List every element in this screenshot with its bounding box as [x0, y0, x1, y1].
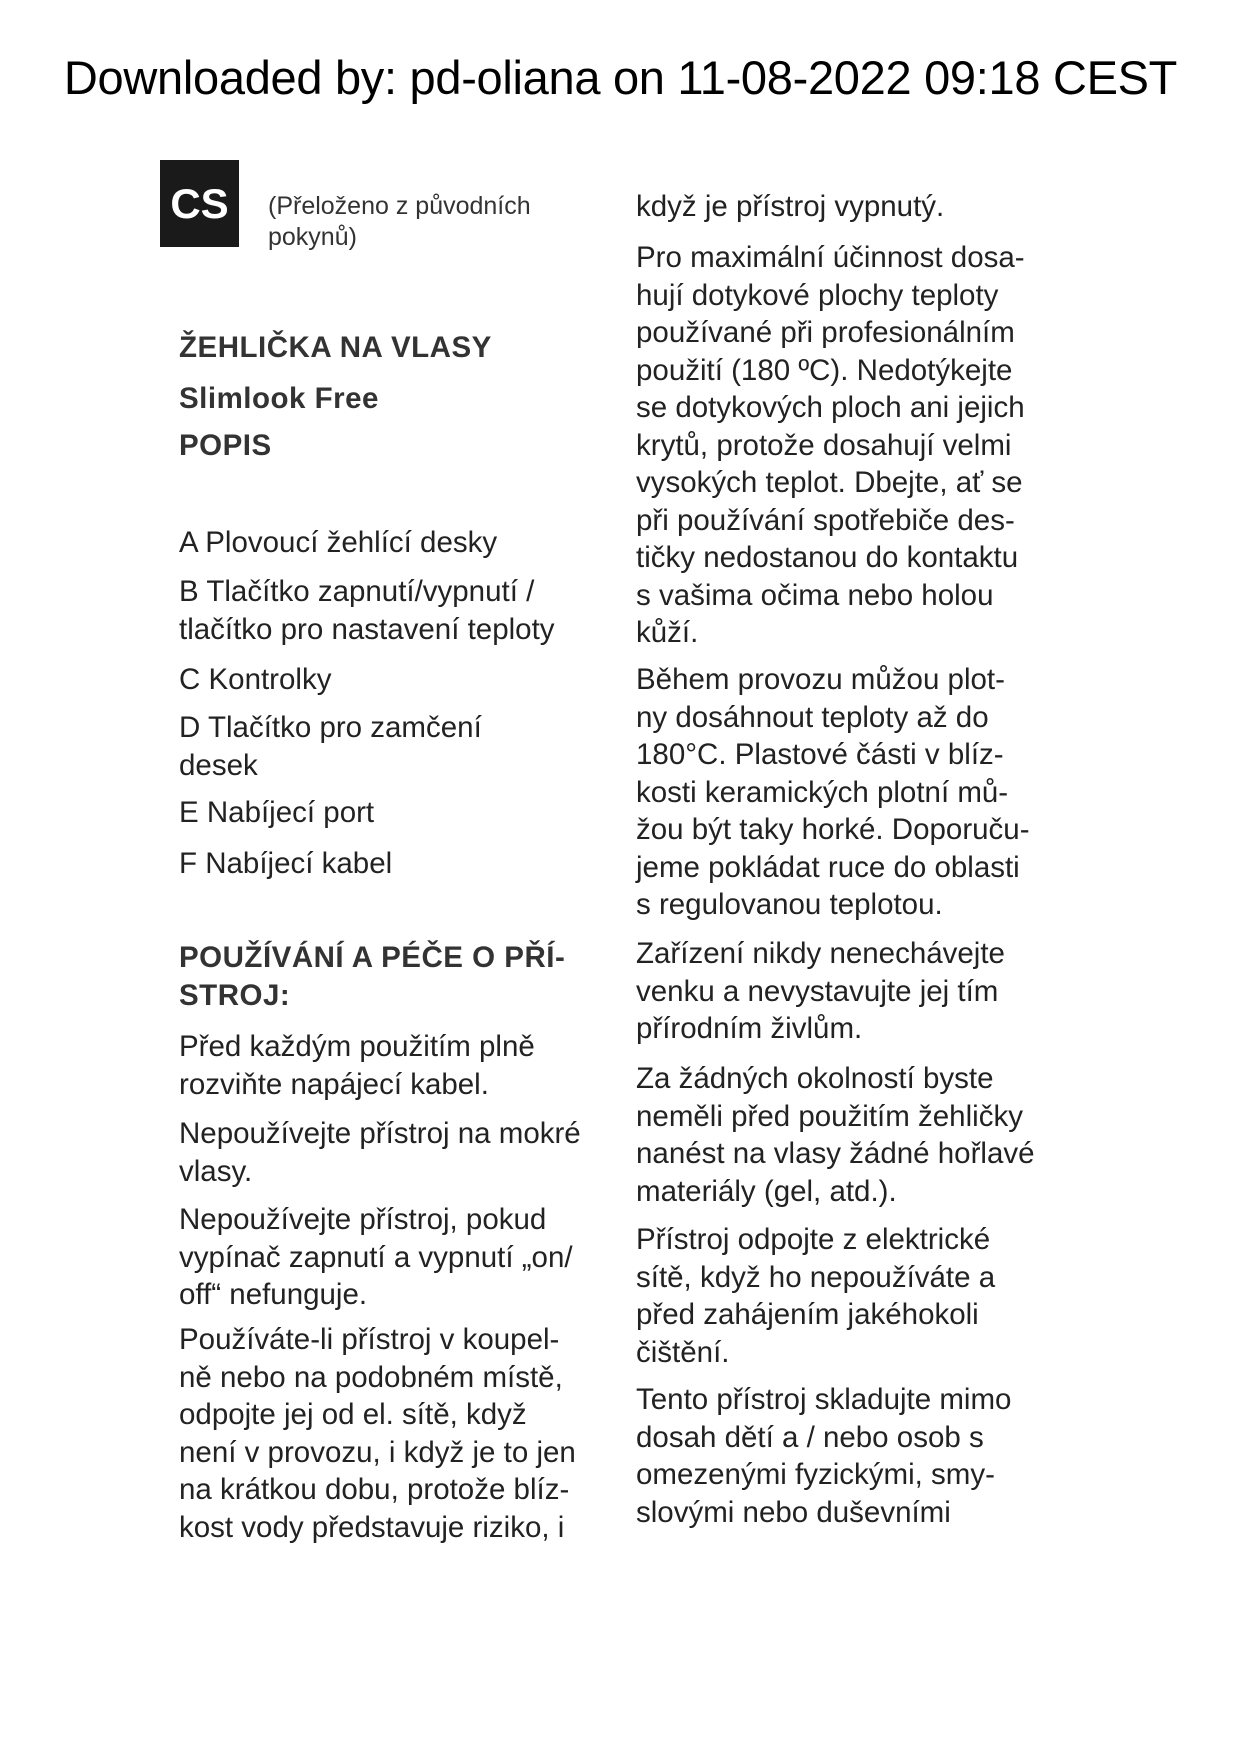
paragraph — [636, 188, 944, 226]
text-line: používané při profesionálním — [636, 316, 1015, 349]
download-stamp: Downloaded by: pd-oliana on 11-08-2022 09:18 CEST — [63, 51, 1178, 104]
text-line: přírodním živlům. — [636, 1012, 863, 1045]
text-line: není v provozu, i když je to jen — [179, 1435, 576, 1469]
text-line: s vašima očima nebo holou — [636, 578, 994, 612]
paragraph — [179, 1201, 573, 1314]
section-heading — [179, 380, 379, 418]
text-line: kost vody představuje riziko, i — [179, 1510, 565, 1544]
text-line: ně nebo na podobném místě, — [179, 1360, 563, 1394]
text-line: ŽEHLIČKA NA VLASY — [179, 331, 492, 364]
text-line: Přístroj odpojte z elektrické — [636, 1223, 991, 1256]
text-line: slovými nebo duševními — [636, 1495, 951, 1529]
paragraph — [636, 661, 1030, 924]
text-line: při používání spotřebiče des- — [636, 503, 1015, 537]
text-line: tičky nedostanou do kontaktu — [636, 541, 1019, 574]
text-line: Slimlook Free — [179, 382, 379, 415]
text-line: čištění. — [636, 1335, 730, 1369]
text-line: E Nabíjecí port — [179, 796, 375, 829]
text-line: před zahájením jakéhokoli — [636, 1298, 979, 1331]
text-line: použití (180 ºC). Nedotýkejte — [636, 353, 1013, 387]
text-line: sítě, když ho nepoužíváte a — [636, 1260, 996, 1294]
text-line: vypínač zapnutí a vypnutí „on/ — [179, 1240, 573, 1274]
paragraph — [179, 1115, 581, 1190]
translation-note-line: pokynů) — [268, 223, 357, 251]
text-line: materiály (gel, atd.). — [636, 1174, 897, 1208]
paragraph — [179, 524, 497, 562]
text-line: kosti keramických plotní mů- — [636, 775, 1009, 809]
text-line: když je přístroj vypnutý. — [636, 190, 945, 223]
text-line: Zařízení nikdy nenechávejte — [636, 937, 1005, 970]
section-heading — [179, 939, 565, 1014]
text-line: desek — [179, 748, 258, 782]
text-line: Nepoužívejte přístroj, pokud — [179, 1203, 547, 1236]
text-line: žou být taky horké. Doporuču- — [636, 813, 1030, 846]
text-line: Tento přístroj skladujte mimo — [636, 1383, 1012, 1416]
text-line: B Tlačítko zapnutí/vypnutí / — [179, 575, 535, 608]
paragraph — [636, 1221, 995, 1371]
paragraph — [179, 1321, 576, 1546]
paragraph — [636, 1381, 1011, 1531]
text-line: D Tlačítko pro zamčení — [179, 711, 482, 744]
section-heading — [179, 427, 272, 465]
section-heading — [179, 329, 492, 367]
text-line: nanést na vlasy žádné hořlavé — [636, 1137, 1035, 1170]
text-line: vlasy. — [179, 1154, 253, 1188]
text-line: neměli před použitím žehličky — [636, 1099, 1023, 1133]
paragraph — [179, 709, 482, 784]
text-line: Za žádných okolností byste — [636, 1062, 994, 1095]
text-line: ny dosáhnout teploty až do — [636, 700, 989, 734]
text-line: 180°C. Plastové části v blíz- — [636, 738, 1004, 771]
language-badge: CS — [160, 160, 239, 247]
translation-note — [268, 191, 531, 253]
paragraph — [636, 935, 1005, 1048]
text-line: dosah dětí a / nebo osob s — [636, 1420, 984, 1454]
paragraph — [636, 1060, 1035, 1210]
paragraph — [179, 573, 555, 648]
text-line: A Plovoucí žehlící desky — [179, 526, 498, 559]
text-line: se dotykových ploch ani jejich — [636, 391, 1025, 424]
text-line: na krátkou dobu, protože blíz- — [179, 1473, 570, 1506]
text-line: Nepoužívejte přístroj na mokré — [179, 1117, 581, 1150]
text-line: krytů, protože dosahují velmi — [636, 428, 1012, 462]
text-line: POUŽÍVÁNÍ A PÉČE O PŘÍ- — [179, 941, 566, 974]
paragraph — [179, 1028, 535, 1103]
text-line: Během provozu můžou plot- — [636, 663, 1005, 696]
translation-note-line: (Přeloženo z původních — [268, 192, 531, 220]
paragraph — [179, 661, 331, 699]
paragraph — [179, 794, 374, 832]
text-line: omezenými fyzickými, smy- — [636, 1458, 995, 1491]
text-line: Před každým použitím plně — [179, 1030, 535, 1063]
text-line: venku a nevystavujte jej tím — [636, 974, 999, 1008]
text-line: vysokých teplot. Dbejte, ať se — [636, 466, 1023, 499]
text-line: Používáte-li přístroj v koupel- — [179, 1323, 560, 1356]
text-line: Pro maximální účinnost dosa- — [636, 241, 1025, 274]
text-line: s regulovanou teplotou. — [636, 888, 943, 921]
text-line: STROJ: — [179, 978, 291, 1012]
text-line: jeme pokládat ruce do oblasti — [636, 850, 1020, 884]
paragraph — [179, 845, 392, 883]
text-line: odpojte jej od el. sítě, když — [179, 1398, 527, 1431]
paragraph — [636, 239, 1025, 652]
text-line: C Kontrolky — [179, 663, 332, 696]
text-line: tlačítko pro nastavení teploty — [179, 612, 555, 646]
text-line: rozviňte napájecí kabel. — [179, 1067, 489, 1101]
text-line: kůží. — [636, 616, 699, 649]
text-line: F Nabíjecí kabel — [179, 847, 393, 880]
text-line: POPIS — [179, 429, 272, 462]
text-line: hují dotykové plochy teploty — [636, 278, 999, 312]
text-line: off“ nefunguje. — [179, 1278, 368, 1311]
